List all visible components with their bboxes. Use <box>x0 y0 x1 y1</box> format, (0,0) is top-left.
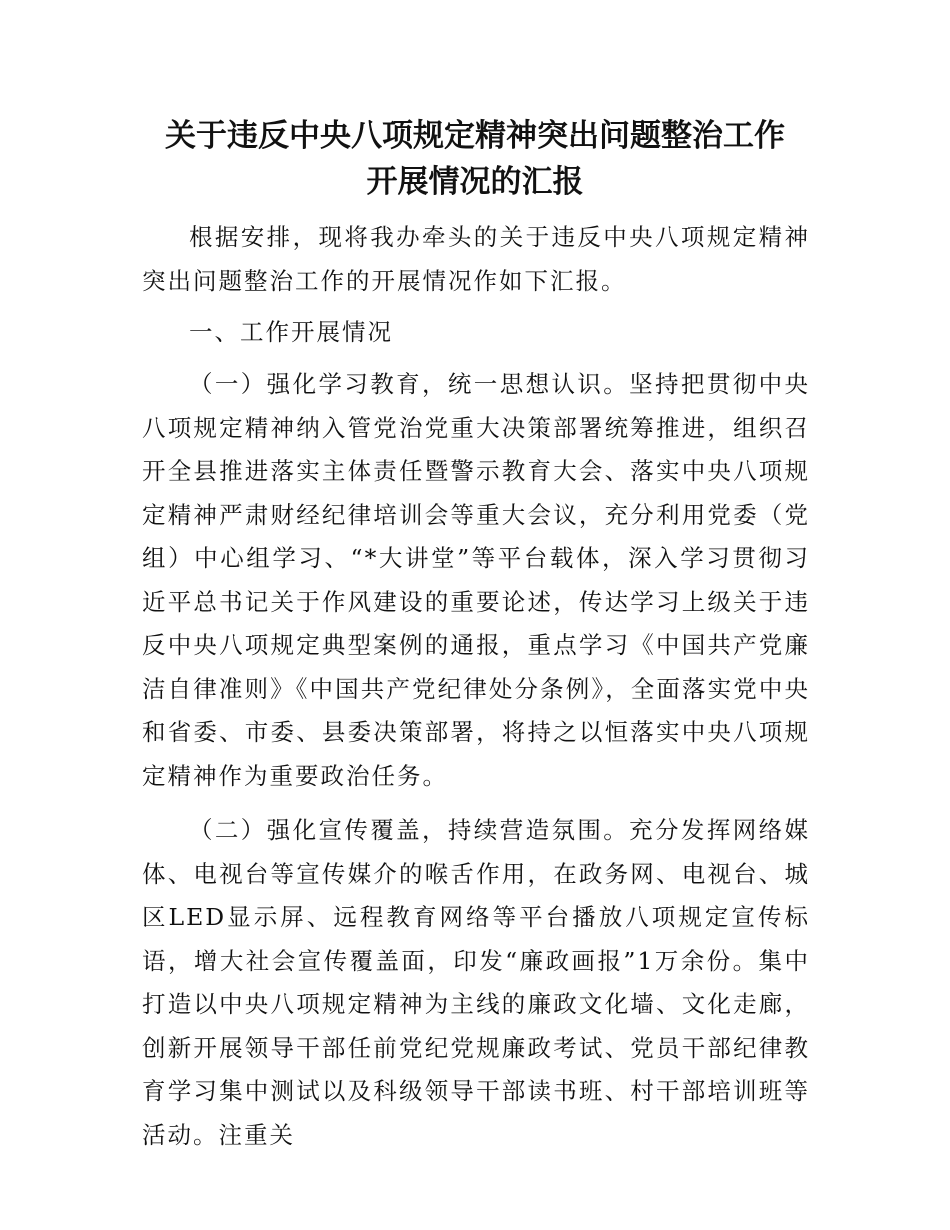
section-heading-1: 一、工作开展情况 <box>189 318 393 346</box>
document-title-line-1: 关于违反中央八项规定精神突出问题整治工作 <box>165 118 785 154</box>
document-title-line-2: 开展情况的汇报 <box>366 164 584 200</box>
section-1-paragraph: （一）强化学习教育，统一思想认识。坚持把贯彻中央八项规定精神纳入管党治党重大决策部署统筹推进，组织召开全县推进落实主体责任暨警示教育大会、落实中央八项规定精神严肃财经纪律培训会等重大会议，充分利用党委（党组）中心组学习、“*大讲堂”等平台载体，深入学习贯彻习近平总书记关于作风建设的重要论述，传达学习上级关于违反中央八项规定典型案例的通报，重点学习《中国共产党廉洁自律准则》《中国共产党纪律处分条例》，全面落实党中央和省委、市委、县委决策部署，将持之以恒落实中央八项规定精神作为重要政治任务。 <box>142 370 810 790</box>
intro-paragraph: 根据安排，现将我办牵头的关于违反中央八项规定精神突出问题整治工作的开展情况作如下汇报。 <box>142 223 810 295</box>
section-2-paragraph: （二）强化宣传覆盖，持续营造氛围。充分发挥网络媒体、电视台等宣传媒介的喉舌作用，在政务网、电视台、城区LED显示屏、远程教育网络等平台播放八项规定宣传标语，增大社会宣传覆盖面，印发“廉政画报”1万余份。集中打造以中央八项规定精神为主线的廉政文化墙、文化走廊，创新开展领导干部任前党纪党规廉政考试、党员干部纪律教育学习集中测试以及科级领导干部读书班、村干部培训班等活动。注重关 <box>142 816 810 1149</box>
